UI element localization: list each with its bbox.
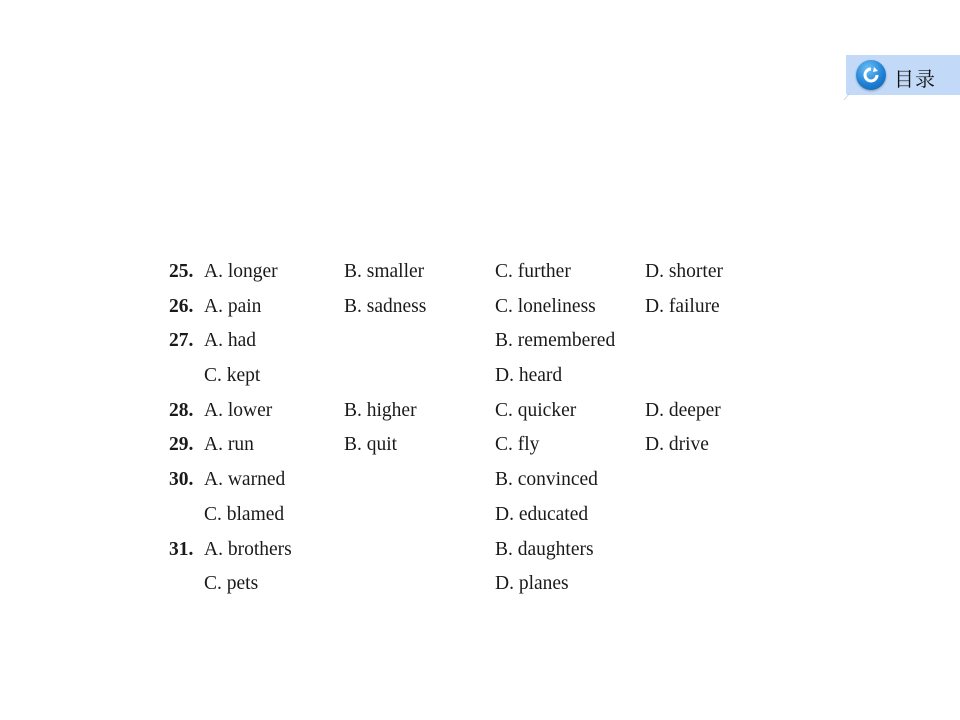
- option-a: A. had: [204, 330, 256, 352]
- question-number: 31.: [169, 538, 194, 560]
- question-number: 27.: [169, 330, 194, 352]
- option-b: B. convinced: [495, 469, 598, 491]
- table-of-contents-button[interactable]: [846, 55, 960, 95]
- option-a: A. run: [204, 434, 254, 456]
- option-c: C. blamed: [204, 503, 285, 525]
- option-a: A. brothers: [204, 538, 292, 560]
- option-b: B. smaller: [344, 261, 425, 282]
- option-d: D. planes: [495, 573, 569, 595]
- option-d: D. failure: [645, 295, 720, 317]
- option-b: B. higher: [344, 399, 417, 421]
- option-c: C. loneliness: [495, 295, 596, 317]
- question-number: 30.: [169, 469, 194, 491]
- option-c: C. fly: [495, 434, 540, 456]
- refresh-circle-icon: [856, 60, 886, 90]
- option-d: D. deeper: [645, 399, 721, 421]
- option-a: A. pain: [204, 295, 262, 317]
- question-number: 29.: [169, 434, 194, 456]
- option-b: B. quit: [344, 434, 398, 456]
- option-d: D. heard: [495, 365, 563, 387]
- option-d: D. shorter: [645, 261, 723, 282]
- question-number: 28.: [169, 399, 194, 421]
- option-c: C. kept: [204, 365, 261, 387]
- option-b: B. daughters: [495, 538, 594, 560]
- option-b: B. remembered: [495, 330, 616, 352]
- question-number: 26.: [169, 295, 194, 317]
- option-d: D. drive: [645, 434, 709, 456]
- option-d: D. educated: [495, 503, 589, 525]
- option-a: A. longer: [204, 261, 278, 282]
- option-c: C. further: [495, 261, 571, 282]
- option-a: A. warned: [204, 469, 286, 491]
- question-number: 25.: [169, 261, 194, 282]
- option-b: B. sadness: [344, 295, 427, 317]
- option-a: A. lower: [204, 399, 273, 421]
- toc-label: 目录: [894, 67, 936, 91]
- option-c: C. quicker: [495, 399, 577, 421]
- option-c: C. pets: [204, 573, 259, 595]
